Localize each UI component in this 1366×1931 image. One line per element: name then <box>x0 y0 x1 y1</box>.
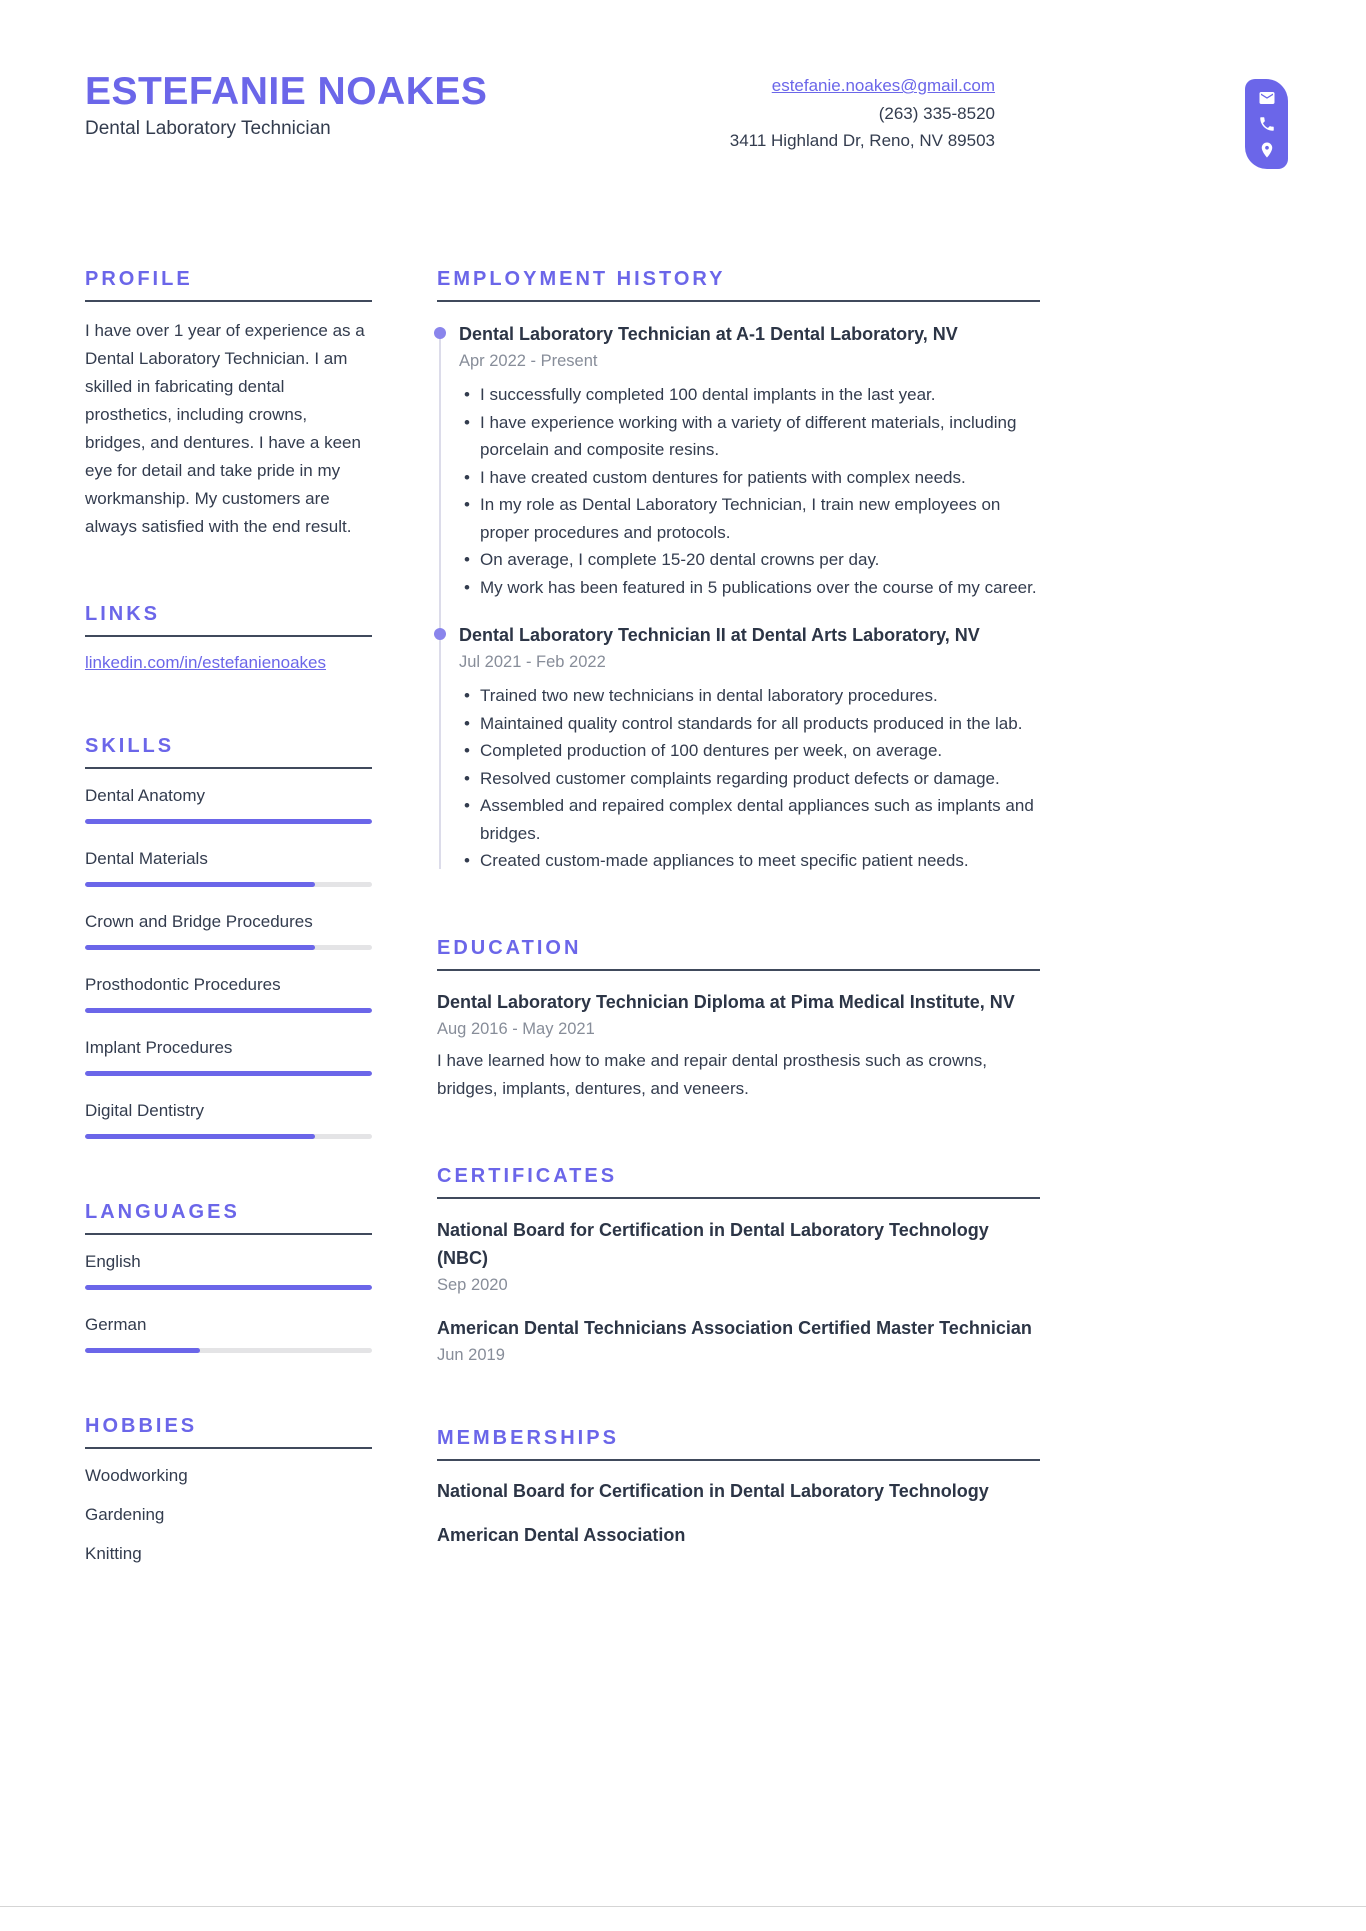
language-bar-fill <box>85 1285 372 1290</box>
hobbies-section <box>85 1415 372 1566</box>
membership-list <box>437 1477 1040 1549</box>
job-entry <box>459 320 1040 601</box>
skills-section <box>85 735 372 1139</box>
education-heading: EDUCATION <box>437 937 1040 971</box>
job-bullet: • Trained two new technicians in dental laboratory procedures. <box>459 682 1040 710</box>
job-bullet: • I have experience working with a variety of different materials, including porcelain and composite resins. <box>459 409 1040 464</box>
memberships-heading: MEMBERSHIPS <box>437 1427 1040 1461</box>
job-bullet: • In my role as Dental Laboratory Technician, I train new employees on proper procedures and protocols. <box>459 491 1040 546</box>
main-content <box>85 268 1040 1566</box>
languages-section <box>85 1201 372 1353</box>
job-title: Dental Laboratory Technician II at Dental Arts Laboratory, NV <box>459 625 980 645</box>
page-break-divider <box>0 1906 1366 1907</box>
skill-bar-fill <box>85 1071 372 1076</box>
job-dates: Jul 2021 - Feb 2022 <box>459 653 606 671</box>
skill-item <box>85 785 372 824</box>
certificate-title: American Dental Technicians Association Certified Master Technician <box>437 1317 1032 1338</box>
skill-item <box>85 911 372 950</box>
linkedin-link[interactable]: linkedin.com/in/estefanienoakes <box>85 653 326 672</box>
skill-bar <box>85 819 372 824</box>
memberships-section <box>437 1427 1040 1549</box>
education-section <box>437 937 1040 1103</box>
membership-entry: National Board for Certification in Dental Laboratory Technology <box>437 1480 989 1501</box>
skill-bar <box>85 1071 372 1076</box>
profile-heading: PROFILE <box>85 268 372 302</box>
contact-address: 3411 Highland Dr, Reno, NV 89503 <box>729 131 995 150</box>
hobby-item: Knitting <box>85 1544 142 1563</box>
skill-label: Digital Dentistry <box>85 1101 205 1120</box>
skill-label: Implant Procedures <box>85 1038 233 1057</box>
contact-phone: (263) 335-8520 <box>878 103 995 123</box>
location-icon <box>1258 141 1276 159</box>
languages-heading: LANGUAGES <box>85 1201 372 1235</box>
skill-bar <box>85 1134 372 1139</box>
language-bar <box>85 1348 372 1353</box>
skill-bar-fill <box>85 819 372 824</box>
job-bullet: • Assembled and repaired complex dental appliances such as implants and bridges. <box>459 792 1040 847</box>
contact-block <box>730 72 995 155</box>
email-link[interactable]: estefanie.noakes@gmail.com <box>771 76 995 95</box>
language-label: German <box>85 1315 147 1334</box>
skill-bar-fill <box>85 1134 315 1139</box>
skill-label: Dental Materials <box>85 849 208 868</box>
phone-icon <box>1258 115 1276 133</box>
job-bullet: • I have created custom dentures for patients with complex needs. <box>459 464 1040 492</box>
skill-label: Prosthodontic Procedures <box>85 975 281 994</box>
certificate-entry <box>437 1314 1040 1365</box>
hobby-item: Woodworking <box>85 1466 188 1485</box>
certificate-entry <box>437 1216 1040 1295</box>
job-bullet: • I successfully completed 100 dental implants in the last year. <box>459 381 1040 409</box>
language-label: English <box>85 1252 141 1271</box>
links-heading: LINKS <box>85 603 372 637</box>
education-description: I have learned how to make and repair dental prosthesis such as crowns, bridges, implants, dentures, and veneers. <box>437 1050 987 1098</box>
skill-label: Crown and Bridge Procedures <box>85 912 313 931</box>
job-bullet-list <box>459 381 1040 601</box>
timeline-dot <box>434 628 446 640</box>
employment-section <box>437 268 1040 875</box>
job-bullet: • Resolved customer complaints regarding product defects or damage. <box>459 765 1040 793</box>
hobby-item: Gardening <box>85 1505 165 1524</box>
right-column <box>437 268 1040 1549</box>
job-bullet: • My work has been featured in 5 publications over the course of my career. <box>459 574 1040 602</box>
job-dates: Apr 2022 - Present <box>459 352 598 370</box>
membership-entry: American Dental Association <box>437 1524 686 1545</box>
language-bar-fill <box>85 1348 200 1353</box>
skill-bar <box>85 945 372 950</box>
language-bar <box>85 1285 372 1290</box>
skill-bar-fill <box>85 1008 372 1013</box>
language-item <box>85 1314 372 1353</box>
skill-bar <box>85 1008 372 1013</box>
job-bullet-list <box>459 682 1040 875</box>
education-dates: Aug 2016 - May 2021 <box>437 1019 595 1038</box>
job-entry <box>459 621 1040 875</box>
skill-item <box>85 1100 372 1139</box>
job-bullet: • Created custom-made appliances to meet specific patient needs. <box>459 847 1040 875</box>
contact-email-row <box>730 72 995 100</box>
skills-heading: SKILLS <box>85 735 372 769</box>
skill-item <box>85 974 372 1013</box>
timeline-dot <box>434 327 446 339</box>
contact-icon-bar <box>1245 79 1288 169</box>
skill-item <box>85 1037 372 1076</box>
certificates-section <box>437 1165 1040 1365</box>
profile-text: I have over 1 year of experience as a Dental Laboratory Technician. I am skilled in fabricating dental prosthetics, including crowns, bridges, and dentures. I have a keen eye for detail and take pride in my workmanship. My customers are always satisfied with the end result. <box>85 321 365 536</box>
education-title: Dental Laboratory Technician Diploma at Pima Medical Institute, NV <box>437 991 1015 1012</box>
candidate-name: ESTEFANIE NOAKES <box>85 70 488 113</box>
candidate-job-title: Dental Laboratory Technician <box>85 118 331 139</box>
job-bullet: • On average, I complete 15-20 dental crowns per day. <box>459 546 1040 574</box>
job-bullet: • Maintained quality control standards for all products produced in the lab. <box>459 710 1040 738</box>
skill-bar <box>85 882 372 887</box>
hobbies-heading: HOBBIES <box>85 1415 372 1449</box>
education-entry <box>437 988 1040 1103</box>
certificate-dates: Jun 2019 <box>437 1345 505 1364</box>
links-section <box>85 603 372 673</box>
profile-section <box>85 268 372 541</box>
skill-bar-fill <box>85 945 315 950</box>
envelope-icon <box>1258 89 1276 107</box>
link-item <box>85 653 372 673</box>
certificate-title: National Board for Certification in Dental Laboratory Technology (NBC) <box>437 1219 989 1268</box>
job-bullet: • Completed production of 100 dentures per week, on average. <box>459 737 1040 765</box>
language-item <box>85 1251 372 1290</box>
skill-item <box>85 848 372 887</box>
employment-timeline <box>437 320 1040 875</box>
certificates-heading: CERTIFICATES <box>437 1165 1040 1199</box>
skill-bar-fill <box>85 882 315 887</box>
skill-label: Dental Anatomy <box>85 786 206 805</box>
employment-heading: EMPLOYMENT HISTORY <box>437 268 1040 302</box>
left-column <box>85 268 372 1566</box>
job-title: Dental Laboratory Technician at A-1 Dental Laboratory, NV <box>459 324 958 344</box>
certificate-dates: Sep 2020 <box>437 1275 508 1294</box>
